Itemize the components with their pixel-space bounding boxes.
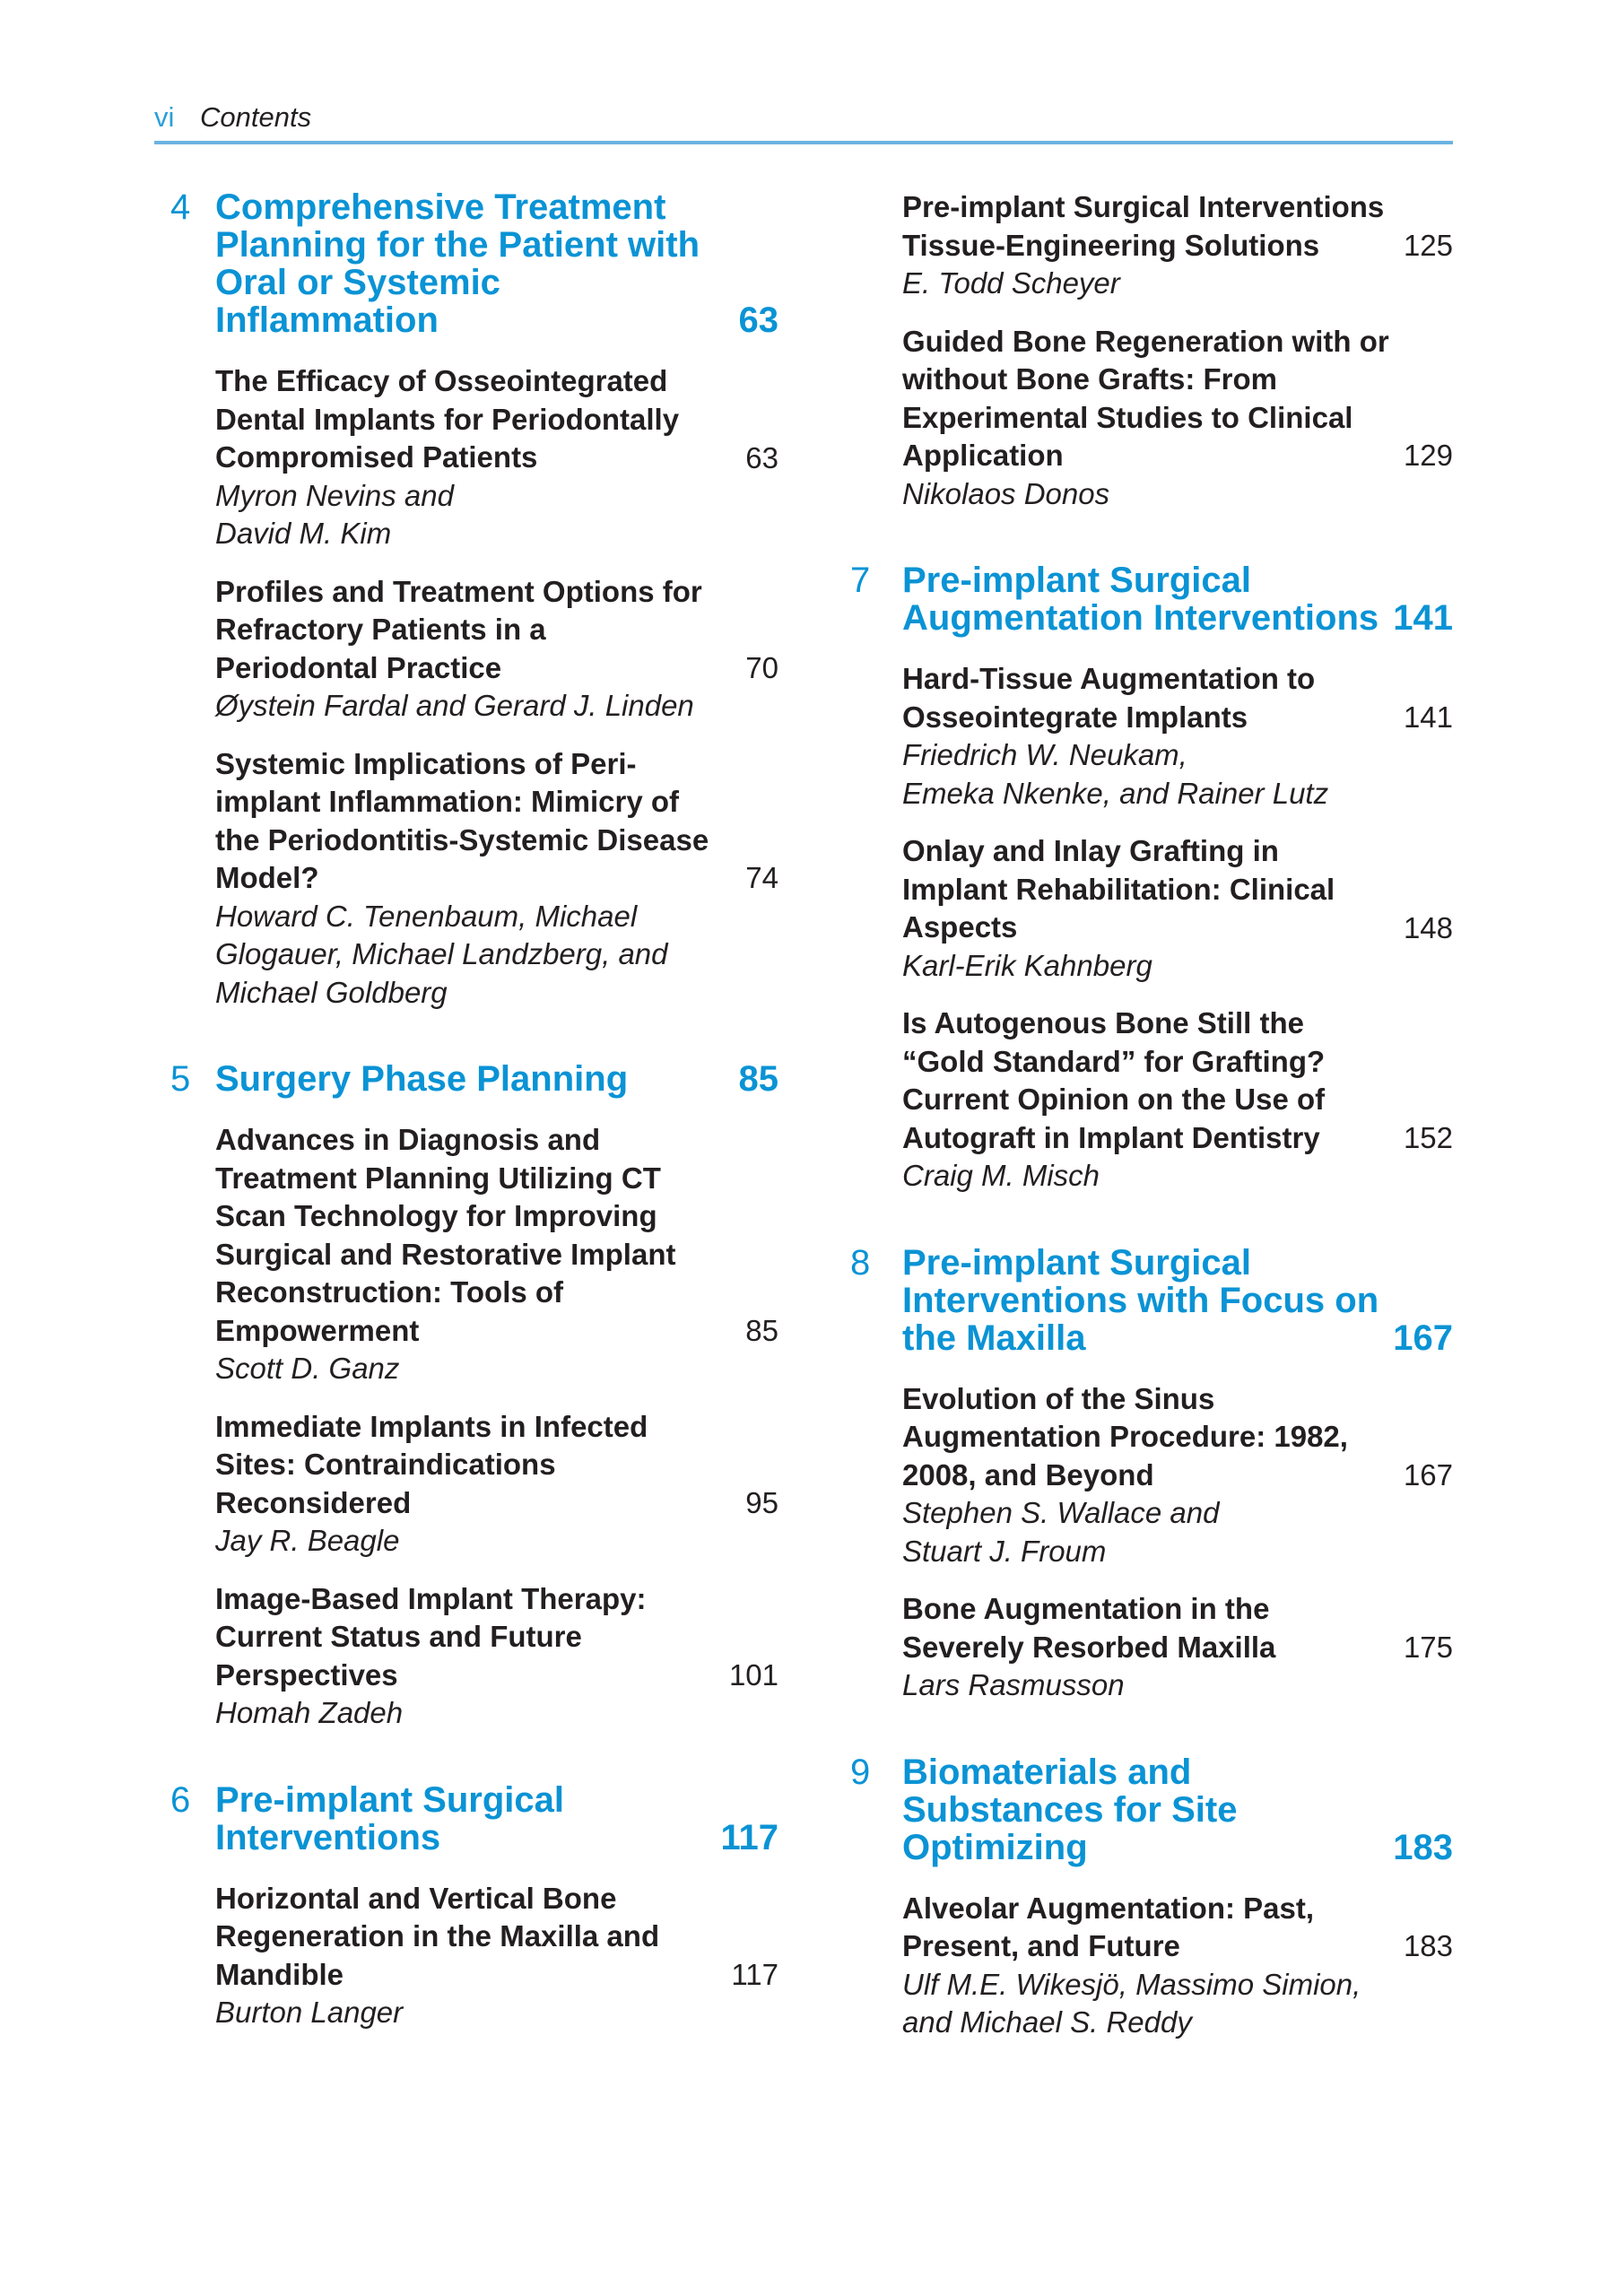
entry-author: E. Todd Scheyer — [902, 266, 1120, 300]
entry-page-number: 129 — [1403, 439, 1453, 472]
page-folio: vi — [154, 101, 175, 133]
entry-title: Hard-Tissue Augmentation to Osseointegrate Implants — [902, 662, 1316, 734]
entry-author: Øystein Fardal and Gerard J. Linden — [215, 689, 694, 722]
toc-entry[interactable] — [850, 832, 1453, 985]
chapter-page-number: 141 — [1393, 598, 1453, 638]
entry-title: Profiles and Treatment Options for Refractory Patients in a Periodontal Practice — [215, 574, 702, 684]
chapter-title: Pre-implant Surgical Augmentation Interventions — [902, 561, 1379, 638]
entry-title: Guided Bone Regeneration with or without Bone Grafts: From Experimental Studies to Clinical Application — [902, 324, 1389, 472]
entry-page-number: 74 — [745, 861, 778, 894]
chapter-title: Comprehensive Treatment Planning for the Patient with Oral or Systemic Inflammation — [215, 187, 700, 340]
entry-title: Systemic Implications of Peri-implant Inflammation: Mimicry of the Periodontitis-Systemic Disease Model? — [215, 746, 709, 894]
entry-title: Horizontal and Vertical Bone Regeneration in the Maxilla and Mandible — [215, 1881, 660, 1991]
chapter-number: 4 — [170, 187, 191, 227]
entry-author: Lars Rasmusson — [902, 1668, 1125, 1701]
entry-author: Jay R. Beagle — [215, 1524, 400, 1557]
chapter-title: Biomaterials and Substances for Site Optimizing — [902, 1752, 1238, 1867]
entry-author: Homah Zadeh — [215, 1696, 404, 1729]
chapter-page-number: 167 — [1393, 1318, 1453, 1358]
chapter-page-number: 63 — [738, 300, 778, 340]
entry-page-number: 167 — [1403, 1458, 1453, 1492]
running-head-title: Contents — [200, 101, 312, 133]
entry-author: Ulf M.E. Wikesjö, Massimo Simion, and Michael S. Reddy — [902, 1967, 1361, 2039]
entry-page-number: 183 — [1403, 1929, 1453, 1962]
entry-title: Image-Based Implant Therapy: Current Status and Future Perspectives — [215, 1581, 647, 1692]
chapter-page-number: 117 — [720, 1817, 778, 1857]
entry-page-number: 141 — [1403, 700, 1453, 734]
toc-entry[interactable] — [154, 1121, 778, 1388]
entry-title: Immediate Implants in Infected Sites: Contraindications Reconsidered — [215, 1409, 648, 1519]
entry-title: Alveolar Augmentation: Past, Present, and Future — [902, 1891, 1315, 1962]
chapter-section — [850, 561, 1453, 1196]
chapter-number: 5 — [170, 1059, 191, 1099]
chapter-heading[interactable] — [154, 1781, 778, 1857]
entry-page-number: 117 — [731, 1958, 778, 1991]
entry-author: Craig M. Misch — [902, 1159, 1100, 1192]
entry-page-number: 101 — [728, 1658, 778, 1692]
chapter-section — [850, 1753, 1453, 2042]
toc-entry[interactable] — [154, 1880, 778, 2032]
right-column — [850, 188, 1453, 2091]
entry-author: Howard C. Tenenbaum, Michael Glogauer, Michael Landzberg, and Michael Goldberg — [215, 899, 668, 1009]
chapter-title: Pre-implant Surgical Interventions — [215, 1779, 564, 1857]
entry-page-number: 175 — [1403, 1630, 1453, 1664]
entry-title: Evolution of the Sinus Augmentation Procedure: 1982, 2008, and Beyond — [902, 1381, 1348, 1492]
chapter-number: 7 — [850, 561, 871, 600]
toc-entry[interactable] — [850, 1890, 1453, 2042]
chapter-page-number: 183 — [1393, 1827, 1453, 1867]
toc-entry[interactable] — [154, 1408, 778, 1561]
chapter-section — [154, 188, 778, 1012]
toc-entry[interactable] — [850, 660, 1453, 813]
entry-author: Karl-Erik Kahnberg — [902, 948, 1152, 982]
chapter-heading[interactable] — [850, 1753, 1453, 1866]
entry-author: Burton Langer — [215, 1996, 404, 2029]
entry-title: Bone Augmentation in the Severely Resorbed Maxilla — [902, 1592, 1276, 1664]
chapter-section — [850, 1244, 1453, 1705]
toc-entry[interactable] — [154, 573, 778, 726]
entry-title: Onlay and Inlay Grafting in Implant Rehabilitation: Clinical Aspects — [902, 834, 1335, 944]
chapter-heading[interactable] — [850, 561, 1453, 637]
entry-title: Pre-implant Surgical Interventions Tissue-Engineering Solutions — [902, 190, 1385, 262]
entry-page-number: 152 — [1403, 1120, 1453, 1154]
entry-page-number: 125 — [1403, 228, 1453, 262]
toc-entry[interactable] — [154, 1580, 778, 1733]
entry-page-number: 148 — [1403, 910, 1453, 944]
entry-page-number: 70 — [745, 651, 778, 684]
chapter-section — [154, 1060, 778, 1733]
chapter-heading[interactable] — [154, 1060, 778, 1098]
toc-entry[interactable] — [850, 188, 1453, 303]
running-head — [154, 97, 1453, 138]
chapter-title: Surgery Phase Planning — [215, 1059, 629, 1099]
entry-title: Advances in Diagnosis and Treatment Planning Utilizing CT Scan Technology for Improving Surgical and Restorative Implant Reconstruction: Tools of Empowerment — [215, 1123, 676, 1347]
chapter-heading[interactable] — [850, 1244, 1453, 1357]
entry-author: Myron Nevins and David M. Kim — [215, 478, 454, 550]
chapter-number: 8 — [850, 1242, 871, 1283]
toc-entry[interactable] — [850, 1004, 1453, 1196]
toc-entry[interactable] — [850, 1380, 1453, 1571]
chapter-heading[interactable] — [154, 188, 778, 339]
entry-title: Is Autogenous Bone Still the “Gold Standard” for Grafting? Current Opinion on the Use of Autograft in Implant Dentistry — [902, 1006, 1326, 1154]
left-column — [154, 188, 778, 2081]
toc-entry[interactable] — [154, 362, 778, 553]
chapter-number: 9 — [850, 1752, 871, 1792]
entry-author: Nikolaos Donos — [902, 476, 1110, 510]
toc-entry[interactable] — [850, 323, 1453, 514]
entry-author: Scott D. Ganz — [215, 1352, 400, 1385]
entry-title: The Efficacy of Osseointegrated Dental Implants for Periodontally Compromised Patients — [215, 364, 680, 474]
chapter-page-number: 85 — [738, 1059, 778, 1099]
chapter-number: 6 — [170, 1779, 191, 1820]
header-rule — [154, 141, 1453, 144]
toc-entry[interactable] — [850, 1590, 1453, 1705]
entry-author: Friedrich W. Neukam, Emeka Nkenke, and Rainer Lutz — [902, 738, 1329, 810]
entry-author: Stephen S. Wallace and Stuart J. Froum — [902, 1496, 1220, 1568]
entry-page-number: 95 — [745, 1486, 778, 1519]
entry-page-number: 63 — [745, 440, 778, 474]
toc-entry[interactable] — [154, 745, 778, 1013]
chapter-title: Pre-implant Surgical Interventions with Focus on the Maxilla — [902, 1242, 1379, 1358]
chapter-section — [154, 1781, 778, 2032]
entry-page-number: 85 — [745, 1313, 778, 1347]
continued-entries — [850, 188, 1453, 513]
